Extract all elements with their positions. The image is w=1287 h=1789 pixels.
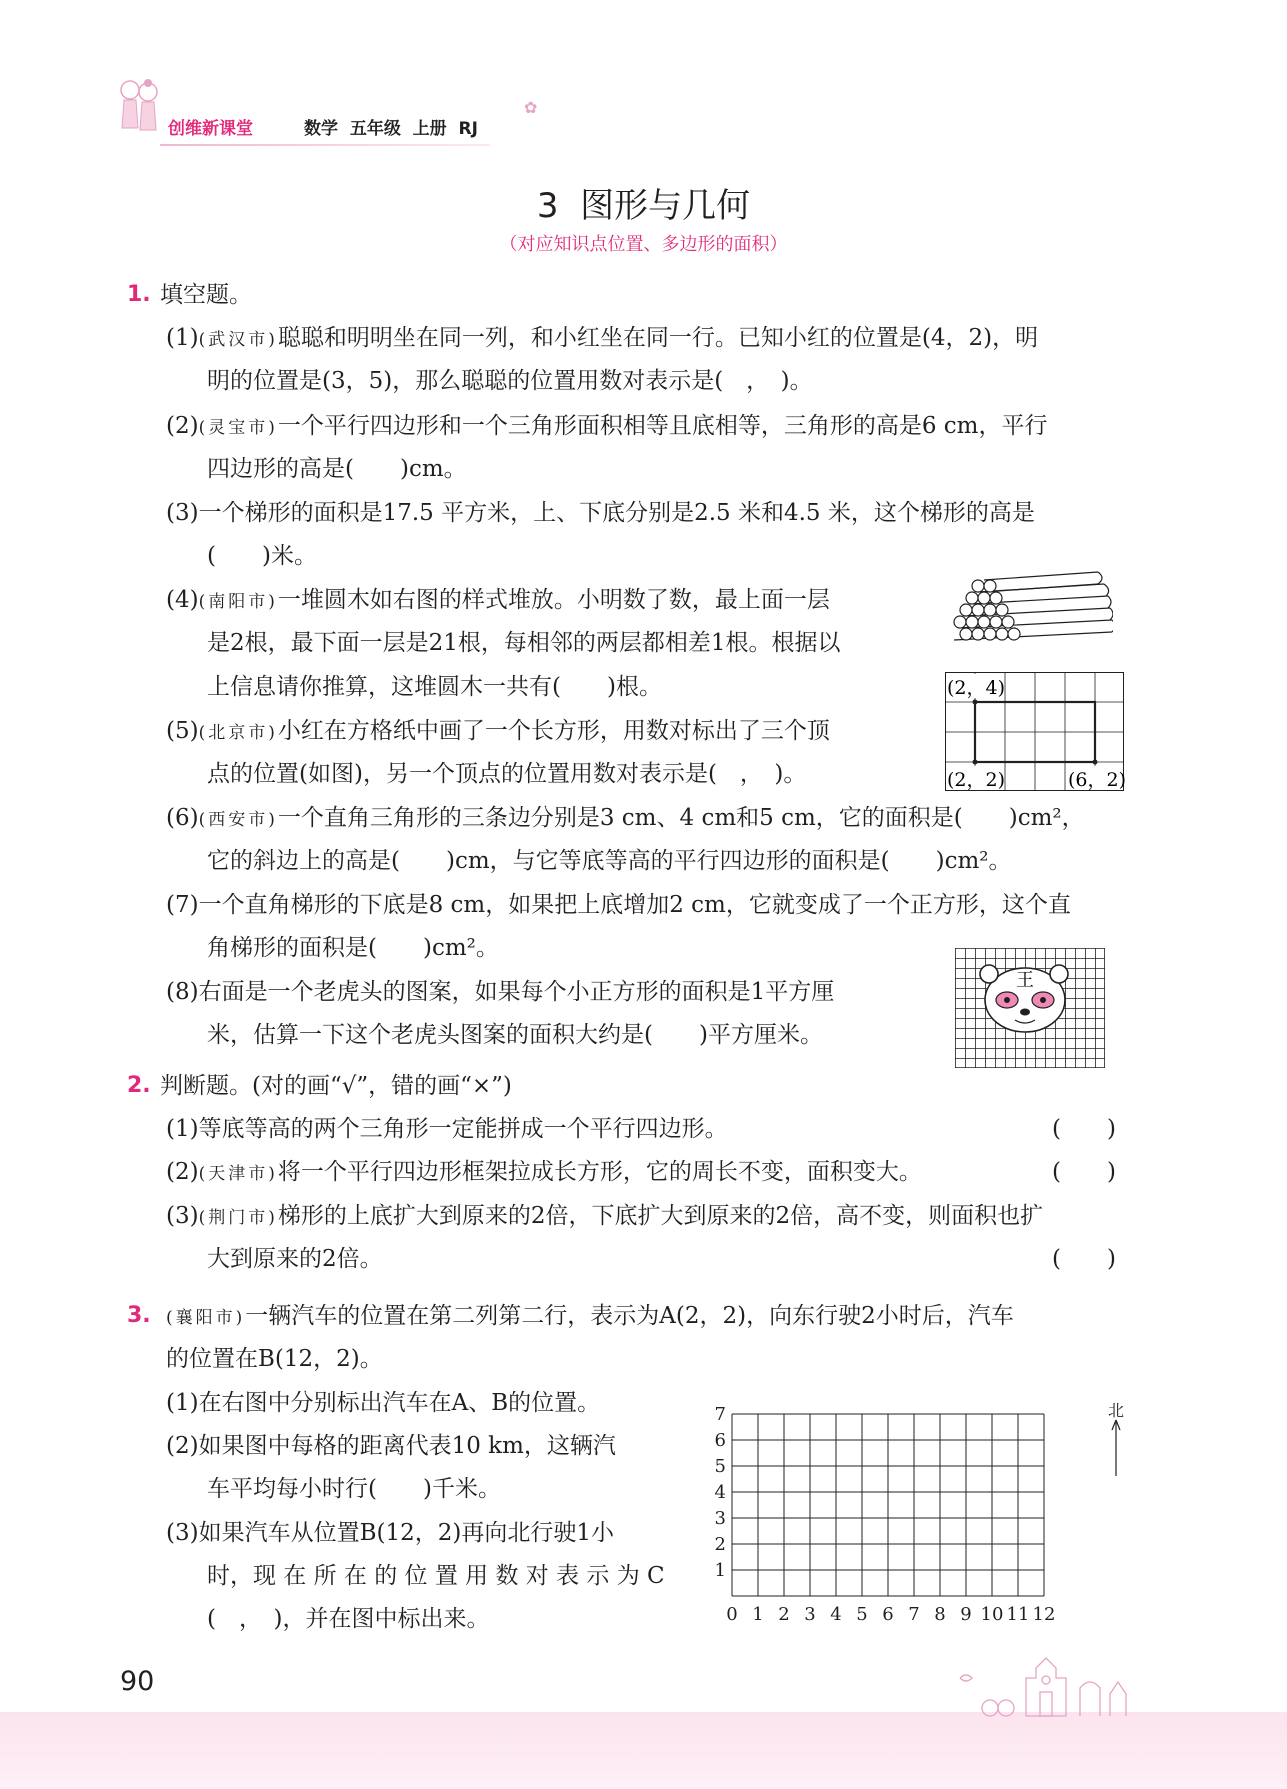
header-mascot — [118, 78, 160, 136]
x-tick-label: 1 — [752, 1604, 764, 1625]
q1-line2: 明的位置是(3，5)，那么聪聪的位置用数对表示是( ， )。 — [207, 368, 813, 394]
q8-line1: (8)右面是一个老虎头的图案，如果每个小正方形的面积是1平方厘 — [166, 979, 835, 1005]
page-subtitle: （对应知识点位置、多边形的面积） — [499, 234, 788, 255]
section3-city: (襄阳市) — [166, 1308, 246, 1328]
judge-q2-answer-box[interactable]: ( ) — [1052, 1159, 1116, 1185]
q8-line2: 米，估算一下这个老虎头图案的面积大约是( )平方厘米。 — [207, 1022, 823, 1048]
judge-q3-line1: (3)(荆门市)梯形的上底扩大到原来的2倍，下底扩大到原来的2倍，高不变，则面积也扩 — [166, 1203, 1044, 1229]
rectangle-grid-figure — [945, 672, 1125, 792]
q2-line1: (2)(灵宝市)一个平行四边形和一个三角形面积相等且底相等，三角形的高是6 cm，平行 — [166, 413, 1048, 439]
q4-city: (南阳市) — [198, 592, 278, 612]
judge-q3-line2: 大到原来的2倍。 — [207, 1246, 383, 1272]
x-tick-label: 5 — [856, 1604, 868, 1625]
q4-line2: 是2根，最下面一层是21根，每相邻的两层都相差1根。根据以 — [207, 630, 841, 656]
y-tick-label: 3 — [714, 1508, 726, 1529]
x-tick-label: 12 — [1032, 1604, 1056, 1625]
section2-number: 2. — [127, 1073, 151, 1098]
section2-title: 判断题。(对的画“√”，错的画“×”) — [160, 1073, 512, 1099]
q5-line2: 点的位置(如图)，另一个顶点的位置用数对表示是( ， )。 — [207, 761, 807, 787]
y-tick-label: 7 — [714, 1404, 726, 1425]
judge-q3-city: (荆门市) — [198, 1208, 278, 1228]
header-divider — [160, 144, 490, 146]
header-subtitle: 数学 五年级 上册 RJ — [304, 119, 478, 139]
q3-line1: (3)一个梯形的面积是17.5 平方米，上、下底分别是2.5 米和4.5 米，这个梯形的高是 — [166, 500, 1035, 526]
section3-number: 3. — [127, 1303, 151, 1328]
section1-number: 1. — [127, 282, 151, 307]
y-tick-label: 6 — [714, 1430, 726, 1451]
q7-line2: 角梯形的面积是( )cm²。 — [207, 935, 499, 961]
logs-pile-image — [948, 570, 1113, 660]
section3-q1: (1)在右图中分别标出汽车在A、B的位置。 — [166, 1390, 601, 1416]
q4-line1: (4)(南阳市)一堆圆木如右图的样式堆放。小明数了数，最上面一层 — [166, 587, 830, 613]
q5-city: (北京市) — [198, 723, 278, 743]
judge-q2: (2)(天津市)将一个平行四边形框架拉成长方形，它的周长不变，面积变大。 — [166, 1159, 922, 1185]
x-tick-label: 2 — [778, 1604, 790, 1625]
judge-q1: (1)等底等高的两个三角形一定能拼成一个平行四边形。 — [166, 1116, 728, 1142]
north-label: 北 — [1108, 1401, 1125, 1420]
q6-city: (西安市) — [198, 810, 278, 830]
footer-band — [0, 1712, 1287, 1789]
y-tick-label: 5 — [714, 1456, 726, 1477]
x-tick-label: 10 — [980, 1604, 1004, 1625]
judge-q1-answer-box[interactable]: ( ) — [1052, 1116, 1116, 1142]
x-tick-label: 8 — [934, 1604, 946, 1625]
q3-line2: ( )米。 — [207, 543, 317, 569]
tiger-grid-figure — [955, 948, 1105, 1068]
section3-line2: 的位置在B(12，2)。 — [166, 1346, 383, 1372]
q1-line1: (1)(武汉市)聪聪和明明坐在同一列，和小红坐在同一行。已知小红的位置是(4，2)，明 — [166, 325, 1039, 351]
x-tick-label: 6 — [882, 1604, 894, 1625]
x-tick-label: 0 — [726, 1604, 738, 1625]
y-tick-label: 4 — [714, 1482, 726, 1503]
section1-title: 填空题。 — [160, 282, 252, 308]
section3-line1: (襄阳市)一辆汽车的位置在第二列第二行，表示为A(2，2)，向东行驶2小时后，汽车 — [166, 1303, 1014, 1329]
page-number: 90 — [120, 1666, 155, 1697]
q2-line2: 四边形的高是( )cm。 — [207, 456, 467, 482]
castle-decoration-icon — [950, 1648, 1150, 1718]
x-tick-label: 4 — [830, 1604, 842, 1625]
q5-label-bottom-right: (6，2) — [1068, 769, 1125, 791]
q5-label-top-left: (2，4) — [947, 677, 1006, 699]
y-tick-label: 2 — [714, 1534, 726, 1555]
q1-city: (武汉市) — [198, 330, 278, 350]
q6-line1: (6)(西安市)一个直角三角形的三条边分别是3 cm、4 cm和5 cm，它的面积是( )cm²， — [166, 805, 1085, 831]
section3-q3-line2: 时，现 在 所 在 的 位 置 用 数 对 表 示 为 C — [207, 1563, 665, 1589]
x-tick-label: 7 — [908, 1604, 920, 1625]
x-tick-label: 3 — [804, 1604, 816, 1625]
q5-line1: (5)(北京市)小红在方格纸中画了一个长方形，用数对标出了三个顶 — [166, 718, 830, 744]
q6-line2: 它的斜边上的高是( )cm，与它等底等高的平行四边形的面积是( )cm²。 — [207, 848, 1012, 874]
q2-city: (灵宝市) — [198, 418, 278, 438]
q4-line3: 上信息请你推算，这堆圆木一共有( )根。 — [207, 674, 662, 700]
coordinate-grid[interactable] — [712, 1384, 1112, 1634]
section3-q2-line1: (2)如果图中每格的距离代表10 km，这辆汽 — [166, 1433, 616, 1459]
header-brand: 创维新课堂 — [168, 119, 253, 139]
q5-label-bottom-left: (2，2) — [947, 769, 1006, 791]
section3-q3-line3: ( ， )，并在图中标出来。 — [207, 1606, 490, 1632]
x-tick-label: 9 — [960, 1604, 972, 1625]
section3-q3-line1: (3)如果汽车从位置B(12，2)再向北行驶1小 — [166, 1520, 614, 1546]
page-title: 3 图形与几何 — [536, 186, 751, 226]
x-tick-label: 11 — [1006, 1604, 1030, 1625]
section3-q2-line2: 车平均每小时行( )千米。 — [207, 1476, 501, 1502]
q7-line1: (7)一个直角梯形的下底是8 cm，如果把上底增加2 cm，它就变成了一个正方形，这个直 — [166, 892, 1071, 918]
bird-icon: ✿ — [524, 98, 538, 117]
north-arrow-icon — [1108, 1418, 1124, 1478]
tiger-forehead-char: 王 — [1016, 970, 1034, 991]
judge-q3-answer-box[interactable]: ( ) — [1052, 1246, 1116, 1272]
y-tick-label: 1 — [714, 1560, 726, 1581]
judge-q2-city: (天津市) — [198, 1164, 278, 1184]
